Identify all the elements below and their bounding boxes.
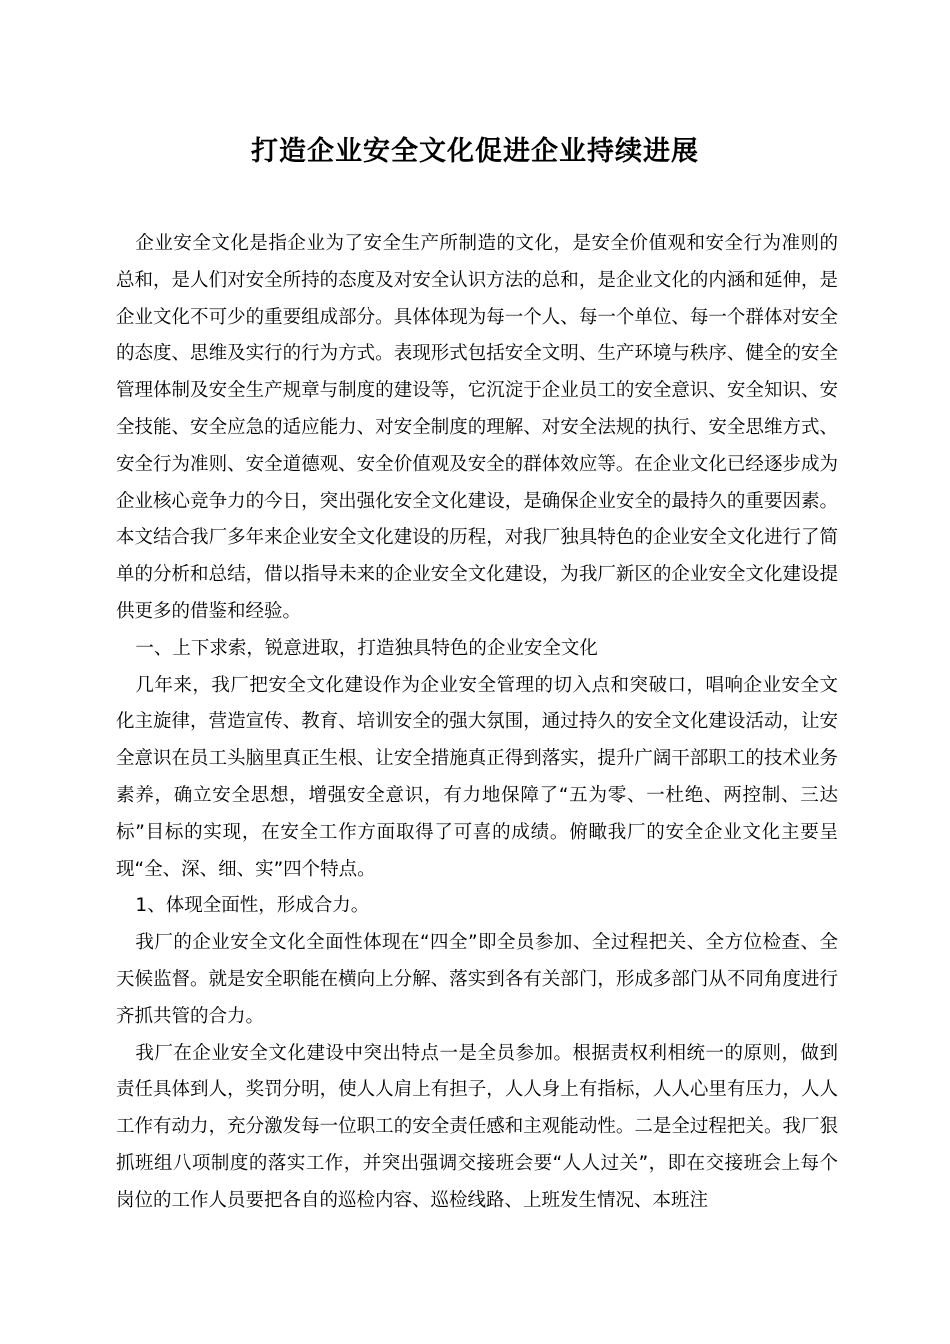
subsection-heading-1: 1、体现全面性，形成合力。 [135,895,370,917]
document-body [116,226,838,1220]
paragraph-intro: 企业安全文化是指企业为了安全生产所制造的文化，是安全价值观和安全行为准则的总和，是人们对安全所持的态度及对安全认识方法的总和，是企业文化的内涵和延伸，是企业文化不可少的重要组成部分。具体体现为每一个人、每一个单位、每一个群体对安全的态度、思维及实行的行为方式。表现形式包括安全文明、生产环境与秩序、健全的安全管理体制及安全生产规章与制度的建设等，它沉淀于企业员工的安全意识、安全知识、安全技能、安全应急的适应能力、对安全制度的理解、对安全法规的执行、安全思维方式、安全行为准则、安全道德观、安全价值观及安全的群体效应等。在企业文化已经逐步成为企业核心竞争力的今日，突出强化安全文化建设，是确保企业安全的最持久的重要因素。本文结合我厂多年来企业安全文化建设的历程，对我厂独具特色的企业安全文化进行了简单的分析和总结，借以指导未来的企业安全文化建设，为我厂新区的企业安全文化建设提供更多的借鉴和经验。 [116,233,838,622]
document-title: 打造企业安全文化促进企业持续进展 [251,136,699,167]
paragraph-section-1: 几年来，我厂把安全文化建设作为企业安全管理的切入点和突破口，唱响企业安全文化主旋律，营造宣传、教育、培训安全的强大氛围，通过持久的安全文化建设活动，让安全意识在员工头脑里真正生根、让安全措施真正得到落实，提升广阔干部职工的技术业务素养，确立安全思想，增强安全意识，有力地保障了“五为零、一杜绝、两控制、三达标”目标的实现，在安全工作方面取得了可喜的成绩。俯瞰我厂的安全企业文化主要呈现“全、深、细、实”四个特点。 [116,674,838,880]
paragraph-four-all: 我厂的企业安全文化全面性体现在“四全”即全员参加、全过程把关、全方位检查、全天候监督。就是安全职能在横向上分解、落实到各有关部门，形成多部门从不同角度进行齐抓共管的合力。 [116,932,838,1027]
paragraph-full-participation: 我厂在企业安全文化建设中突出特点一是全员参加。根据责权利相统一的原则，做到责任具体到人，奖罚分明，使人人肩上有担子，人人身上有指标，人人心里有压力，人人工作有动力，充分激发每一位职工的安全责任感和主观能动性。二是全过程把关。我厂狠抓班组八项制度的落实工作，并突出强调交接班会要“人人过关”，即在交接班会上每个岗位的工作人员要把各自的巡检内容、巡检线路、上班发生情况、本班注 [116,1042,838,1211]
section-heading-1: 一、上下求索，锐意进取，打造独具特色的企业安全文化 [135,637,598,659]
